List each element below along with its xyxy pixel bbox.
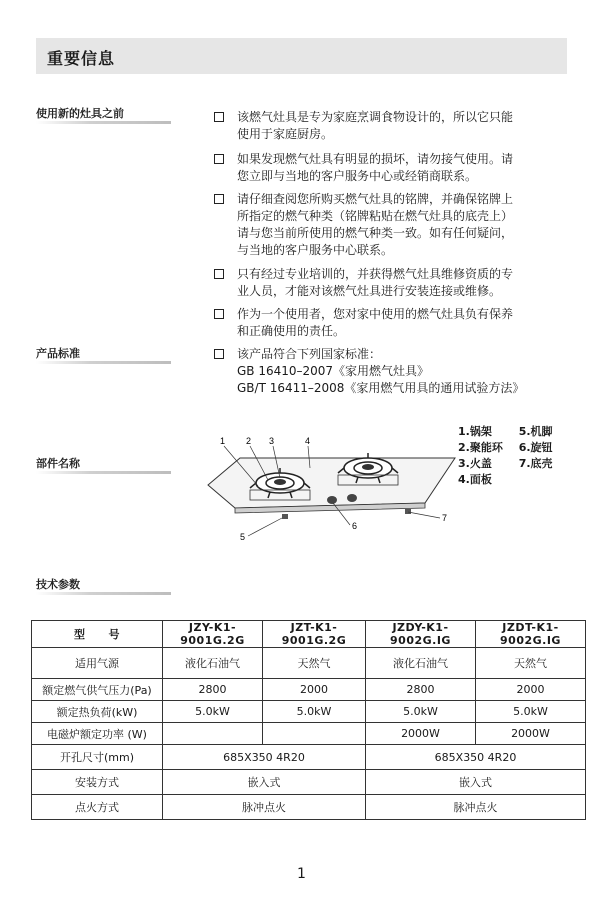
table-cell: 2000W bbox=[366, 723, 476, 745]
table-cell: 天然气 bbox=[263, 648, 366, 679]
part-item: 1.锅架 bbox=[458, 425, 492, 438]
table-cell: 嵌入式 bbox=[366, 770, 586, 795]
table-cell: 额定热负荷(kW) bbox=[32, 701, 163, 723]
table-row bbox=[32, 621, 586, 648]
parts-list bbox=[458, 424, 553, 488]
page-title: 重要信息 bbox=[47, 49, 116, 68]
section-label-text: 产品标准 bbox=[36, 347, 80, 360]
checkbox-square-icon bbox=[214, 269, 224, 279]
table-cell bbox=[163, 723, 263, 745]
bullet-item bbox=[214, 109, 554, 143]
checkbox-square-icon bbox=[214, 112, 224, 122]
section-label-text: 使用新的灶具之前 bbox=[36, 107, 124, 120]
bullet-item bbox=[214, 266, 554, 300]
table-cell: 脉冲点火 bbox=[163, 795, 366, 820]
table-cell: 安装方式 bbox=[32, 770, 163, 795]
callout-number: 5 bbox=[240, 532, 246, 542]
right-burner-center bbox=[362, 464, 374, 470]
callout-number: 4 bbox=[305, 436, 311, 446]
part-item: 7.底壳 bbox=[518, 457, 553, 470]
table-cell: 2800 bbox=[366, 679, 476, 701]
bullet-item bbox=[214, 191, 554, 259]
table-cell: 脉冲点火 bbox=[366, 795, 586, 820]
checkbox-square-icon bbox=[214, 154, 224, 164]
table-row bbox=[32, 701, 586, 723]
page-number: 1 bbox=[297, 866, 306, 882]
standard-intro-text: 该产品符合下列国家标准： bbox=[237, 347, 382, 361]
table-row bbox=[32, 745, 586, 770]
bullet-text: 该燃气灶具是专为家庭烹调食物设计的，所以它只能 使用于家庭厨房。 bbox=[237, 110, 514, 141]
knob-icon bbox=[347, 494, 357, 502]
bullet-text: 请仔细查阅您所购买燃气灶具的铭牌，并确保铭牌上 所指定的燃气种类（铭牌粘贴在燃气灶具的底壳上） 请与您当前所使用的燃气种类一致。如有任何疑问， 与当地的客户服务中心联系。 bbox=[237, 192, 514, 257]
bullet-text: 只有经过专业培训的，并获得燃气灶具维修资质的专 业人员，才能对该燃气灶具进行安装连接或维修。 bbox=[237, 267, 514, 298]
section-label-text: 技术参数 bbox=[36, 578, 80, 591]
standard-line: GB 16410–2007《家用燃气灶具》 bbox=[237, 364, 430, 378]
table-cell: 额定燃气供气压力(Pa) bbox=[32, 679, 163, 701]
stove-diagram bbox=[200, 428, 460, 543]
part-item: 3.火盖 bbox=[458, 457, 492, 470]
table-cell: 电磁炉额定功率 (W) bbox=[32, 723, 163, 745]
bullet-text: 如果发现燃气灶具有明显的损坏，请勿接气使用。请 您立即与当地的客户服务中心或经销商联系。 bbox=[237, 152, 514, 183]
standard-line: GB/T 16411–2008《家用燃气用具的通用试验方法》 bbox=[237, 381, 525, 395]
callout-number: 6 bbox=[352, 521, 358, 531]
bullet-item bbox=[214, 306, 554, 340]
table-cell: 嵌入式 bbox=[163, 770, 366, 795]
table-cell: 5.0kW bbox=[263, 701, 366, 723]
table-cell: JZT-K1-9001G.2G bbox=[263, 621, 366, 648]
section-label-tech-params bbox=[36, 576, 171, 593]
table-cell: 液化石油气 bbox=[366, 648, 476, 679]
section-label-product-standard bbox=[36, 345, 171, 362]
callout-number: 7 bbox=[442, 513, 448, 523]
table-cell: 5.0kW bbox=[163, 701, 263, 723]
table-row bbox=[32, 648, 586, 679]
part-item: 2.聚能环 bbox=[458, 441, 503, 454]
parts-list-col1 bbox=[458, 424, 503, 488]
header-bar bbox=[36, 38, 567, 74]
table-cell: 2800 bbox=[163, 679, 263, 701]
table-cell: 开孔尺寸(mm) bbox=[32, 745, 163, 770]
section-label-text: 部件名称 bbox=[36, 457, 80, 470]
table-row bbox=[32, 679, 586, 701]
table-row bbox=[32, 770, 586, 795]
table-cell: JZDT-K1-9002G.IG bbox=[476, 621, 586, 648]
table-cell: 2000 bbox=[263, 679, 366, 701]
left-burner-center bbox=[274, 479, 286, 485]
callout-number: 2 bbox=[246, 436, 252, 446]
table-cell: 点火方式 bbox=[32, 795, 163, 820]
bullet-text: 作为一个使用者，您对家中使用的燃气灶具负有保养 和正确使用的责任。 bbox=[237, 307, 514, 338]
table-cell: JZY-K1-9001G.2G bbox=[163, 621, 263, 648]
table-cell: 5.0kW bbox=[366, 701, 476, 723]
checkbox-square-icon bbox=[214, 349, 224, 359]
bullet-item bbox=[214, 151, 554, 185]
table-cell: 2000 bbox=[476, 679, 586, 701]
table-cell: 适用气源 bbox=[32, 648, 163, 679]
part-item: 5.机脚 bbox=[518, 425, 553, 438]
table-cell: 型 号 bbox=[32, 621, 163, 648]
table-cell: 685X350 4R20 bbox=[366, 745, 586, 770]
table-cell: 液化石油气 bbox=[163, 648, 263, 679]
table-row bbox=[32, 795, 586, 820]
table-cell bbox=[263, 723, 366, 745]
knob-icon bbox=[327, 496, 337, 504]
foot-icon bbox=[282, 514, 288, 519]
table-cell: JZDY-K1-9002G.IG bbox=[366, 621, 476, 648]
table-row bbox=[32, 723, 586, 745]
foot-icon bbox=[405, 509, 411, 514]
part-item: 4.面板 bbox=[458, 473, 492, 486]
table-cell: 685X350 4R20 bbox=[163, 745, 366, 770]
spec-table bbox=[31, 620, 586, 820]
table-cell: 2000W bbox=[476, 723, 586, 745]
part-item: 6.旋钮 bbox=[518, 441, 553, 454]
section-label-before-use bbox=[36, 105, 171, 122]
table-cell: 5.0kW bbox=[476, 701, 586, 723]
callout-number: 3 bbox=[269, 436, 275, 446]
checkbox-square-icon bbox=[214, 194, 224, 204]
section-label-parts-name bbox=[36, 455, 171, 472]
callout-number: 1 bbox=[220, 436, 226, 446]
checkbox-square-icon bbox=[214, 309, 224, 319]
table-cell: 天然气 bbox=[476, 648, 586, 679]
standard-intro bbox=[214, 346, 554, 363]
parts-list-col2 bbox=[519, 424, 553, 472]
